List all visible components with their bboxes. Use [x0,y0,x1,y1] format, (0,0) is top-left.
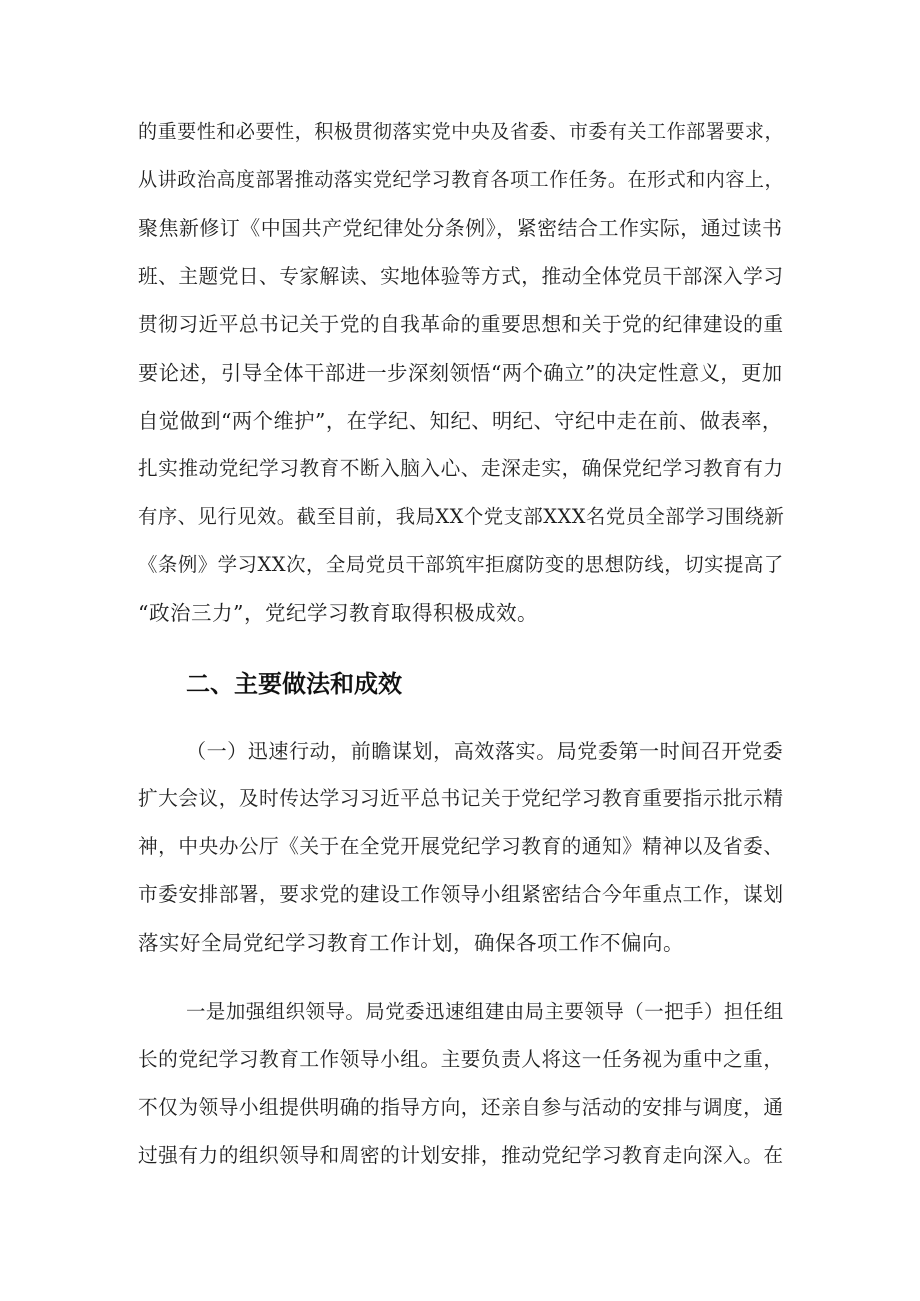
paragraph-line: “政治三力”，党纪学习教育取得积极成效。 [138,601,538,625]
paragraph-line: 班、主题党日、专家解读、实地体验等方式，推动全体党员干部深入学习 [138,265,784,288]
paragraph-line: 《条例》学习XX次，全局党员干部筑牢拒腐防变的思想防线，切实提高了 [138,553,784,576]
paragraph-line: 一是加强组织领导。局党委迅速组建由局主要领导（一把手）担任组 [186,1000,784,1023]
paragraph-line: 过强有力的组织领导和周密的计划安排，推动党纪学习教育走向深入。在 [138,1144,784,1167]
section-heading: 二、主要做法和成效 [186,670,402,698]
paragraph-line: 市委安排部署，要求党的建设工作领导小组紧密结合今年重点工作，谋划 [138,883,784,906]
paragraph-line: 自觉做到“两个维护”，在学纪、知纪、明纪、守纪中走在前、做表率， [138,409,783,433]
paragraph-line: 不仅为领导小组提供明确的指导方向，还亲自参与活动的安排与调度，通 [138,1096,784,1119]
paragraph-line: 从讲政治高度部署推动落实党纪学习教育各项工作任务。在形式和内容上， [138,169,785,191]
paragraph-line: 扩大会议，及时传达学习习近平总书记关于党纪学习教育重要指示批示精 [138,787,784,810]
paragraph-line: 贯彻习近平总书记关于党的自我革命的重要思想和关于党的纪律建设的重 [138,313,784,336]
paragraph-line: 有序、见行见效。截至目前，我局XX个党支部XXX名党员全部学习围绕新 [138,505,785,528]
paragraph-line: 落实好全局党纪学习教育工作计划，确保各项工作不偏向。 [138,931,684,955]
paragraph-line: 要论述，引导全体干部进一步深刻领悟“两个确立”的决定性意义，更加 [138,361,783,385]
paragraph-line: 长的党纪学习教育工作领导小组。主要负责人将这一任务视为重中之重， [138,1048,784,1071]
paragraph-line: 神，中央办公厅《关于在全党开展党纪学习教育的通知》精神以及省委、 [138,835,784,858]
paragraph-line: 的重要性和必要性，积极贯彻落实党中央及省委、市委有关工作部署要求， [138,121,785,143]
paragraph-line: （一）迅速行动，前瞻谋划，高效落实。局党委第一时间召开党委 [186,739,784,763]
paragraph-line: 聚焦新修订《中国共产党纪律处分条例》，紧密结合工作实际，通过读书 [138,216,783,240]
paragraph-line: 扎实推动党纪学习教育不断入脑入心、走深走实，确保党纪学习教育有力 [138,457,784,480]
